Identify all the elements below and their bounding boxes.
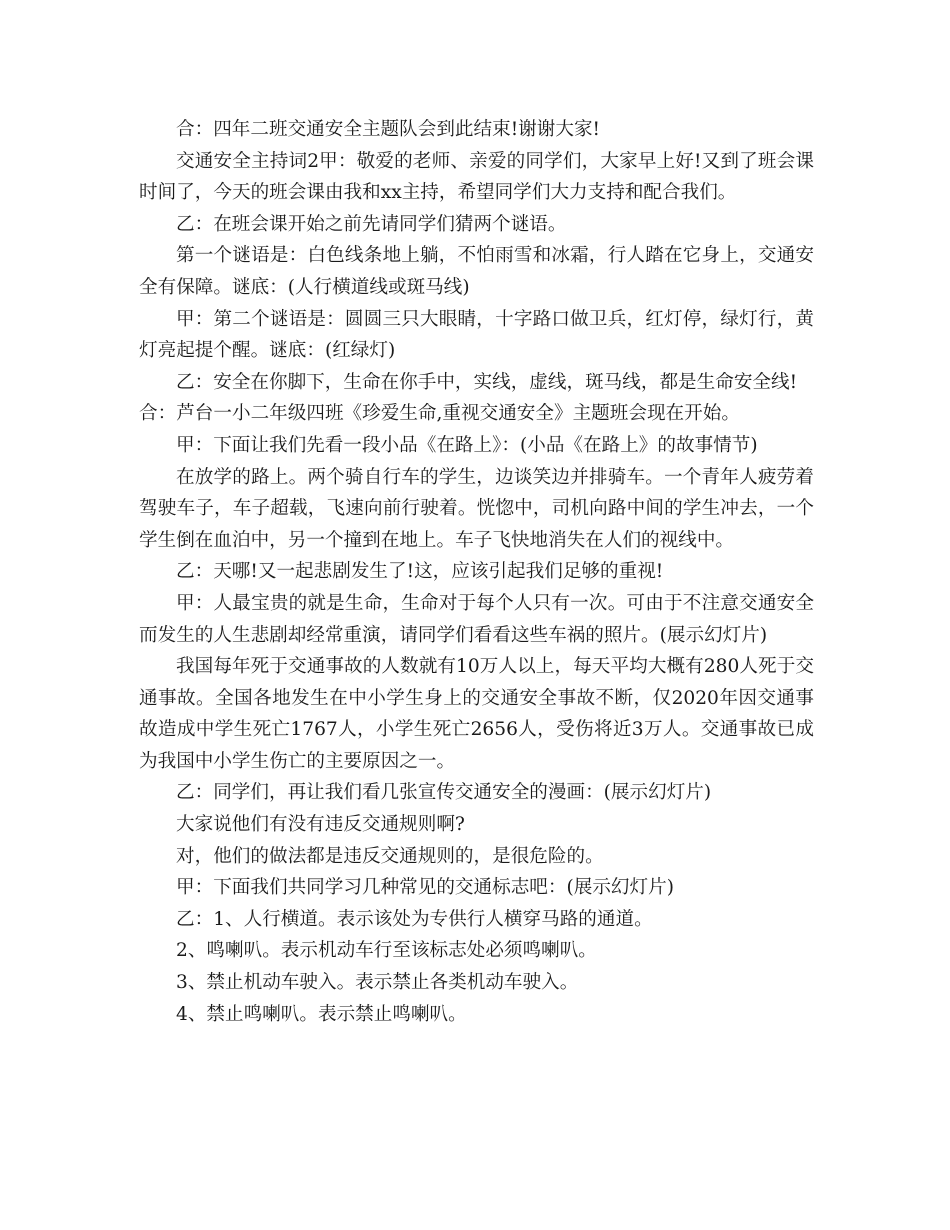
paragraph: 甲：下面我们共同学习几种常见的交通标志吧：(展示幻灯片): [176, 877, 674, 899]
paragraph: 交通安全主持词2甲：敬爱的老师、亲爱的同学们，大家早上好!又到了班会课时间了，今天的班会课由我和xx主持，希望同学们大力支持和配合我们。: [139, 150, 814, 204]
document-body: [139, 114, 814, 1030]
paragraph: 我国每年死于交通事故的人数就有10万人以上，每天平均大概有280人死于交通事故。全国各地发生在中小学生身上的交通安全事故不断，仅2020年因交通事故造成中学生死亡1767人，小学生死亡2656人，受伤将近3万人。交通事故已成为我国中小学生伤亡的主要原因之一。: [139, 656, 814, 772]
paragraph: 合：芦台一小二年级四班《珍爱生命,重视交通安全》主题班会现在开始。: [139, 403, 740, 425]
paragraph: 乙：安全在你脚下，生命在你手中，实线，虚线，斑马线，都是生命安全线!: [176, 371, 798, 393]
paragraph: 乙：同学们，再让我们看几张宣传交通安全的漫画：(展示幻灯片): [176, 782, 712, 804]
paragraph: 乙：在班会课开始之前先请同学们猜两个谜语。: [176, 213, 567, 235]
paragraph: 2、鸣喇叭。表示机动车行至该标志处必须鸣喇叭。: [176, 940, 597, 962]
paragraph: 大家说他们有没有违反交通规则啊?: [176, 814, 465, 836]
paragraph: 甲：下面让我们先看一段小品《在路上》：(小品《在路上》的故事情节): [176, 434, 758, 456]
paragraph: 乙：天哪!又一起悲剧发生了!这，应该引起我们足够的重视!: [176, 561, 664, 583]
paragraph: 乙：1、人行横道。表示该处为专供行人横穿马路的通道。: [176, 908, 653, 930]
paragraph: 对，他们的做法都是违反交通规则的，是很危险的。: [176, 845, 604, 867]
paragraph: 甲：第二个谜语是：圆圆三只大眼睛，十字路口做卫兵，红灯停，绿灯行，黄灯亮起提个醒。谜底：(红绿灯): [139, 308, 814, 362]
paragraph: 第一个谜语是：白色线条地上躺，不怕雨雪和冰霜，行人踏在它身上，交通安全有保障。谜底：(人行横道线或斑马线): [139, 245, 814, 298]
paragraph: 合：四年二班交通安全主题队会到此结束!谢谢大家!: [176, 119, 601, 140]
paragraph: 4、禁止鸣喇叭。表示禁止鸣喇叭。: [176, 1003, 467, 1025]
paragraph: 在放学的路上。两个骑自行车的学生，边谈笑边并排骑车。一个青年人疲劳着驾驶车子，车子超载，飞速向前行驶着。恍惚中，司机向路中间的学生冲去，一个学生倒在血泊中，另一个撞到在地上。车子飞快地消失在人们的视线中。: [139, 466, 814, 551]
paragraph: 甲：人最宝贵的就是生命，生命对于每个人只有一次。可由于不注意交通安全而发生的人生悲剧却经常重演，请同学们看看这些车祸的照片。(展示幻灯片): [139, 592, 814, 646]
paragraph: 3、禁止机动车驶入。表示禁止各类机动车驶入。: [176, 972, 579, 994]
